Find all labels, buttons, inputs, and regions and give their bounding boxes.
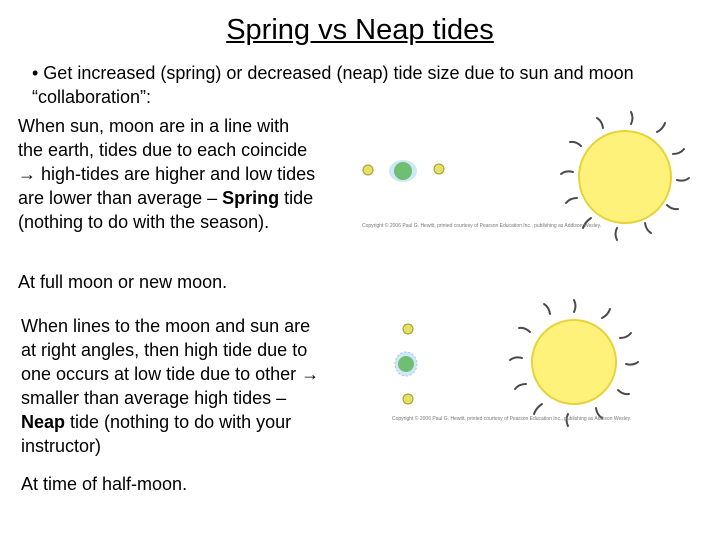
- spring-text-1: When sun, moon are in a line with the earth, tides due to each coincide: [18, 116, 308, 160]
- sun-icon: [579, 131, 671, 223]
- spring-tide-description: [18, 114, 318, 234]
- neap-tide-diagram: [390, 298, 700, 423]
- neap-timing: At time of half-moon.: [21, 474, 188, 494]
- spring-timing: At full moon or new moon.: [18, 272, 228, 292]
- arrow-icon: →: [301, 364, 320, 384]
- neap-figure-caption: Copyright © 2006 Paul G. Hewitt, printed courtesy of Pearson Education Inc., publishing as Addison Wesley.: [392, 416, 632, 422]
- third-quarter-moon-icon: [403, 394, 413, 404]
- slide-title: Spring vs Neap tides: [226, 14, 494, 46]
- arrow-icon: →: [18, 164, 36, 184]
- spring-text-3: tide (nothing to do with the season).: [18, 188, 314, 232]
- sun-icon: [532, 320, 616, 404]
- spring-keyword: Spring: [222, 188, 280, 208]
- earth-icon: [394, 162, 412, 180]
- first-quarter-moon-icon: [403, 324, 413, 334]
- full-moon-icon: [434, 164, 444, 174]
- new-moon-icon: [363, 165, 373, 175]
- earth-icon: [398, 356, 414, 372]
- intro-bullet: • Get increased (spring) or decreased (neap) tide size due to sun and moon “collaboration”:: [32, 63, 634, 107]
- neap-text-3: tide (nothing to do with your instructor): [21, 412, 292, 456]
- neap-tide-description: [21, 314, 326, 458]
- neap-text-1: When lines to the moon and sun are at right angles, then high tide due to one occurs at low tide due to other: [21, 316, 311, 384]
- spring-tide-diagram: [355, 110, 695, 235]
- neap-keyword: Neap: [21, 412, 66, 432]
- spring-text-2: high-tides are higher and low tides are lower than average –: [18, 164, 316, 208]
- spring-figure-caption: Copyright © 2006 Paul G. Hewitt, printed courtesy of Pearson Education Inc., publishing as Addison Wesley.: [362, 223, 602, 229]
- neap-text-2: smaller than average high tides –: [21, 388, 287, 408]
